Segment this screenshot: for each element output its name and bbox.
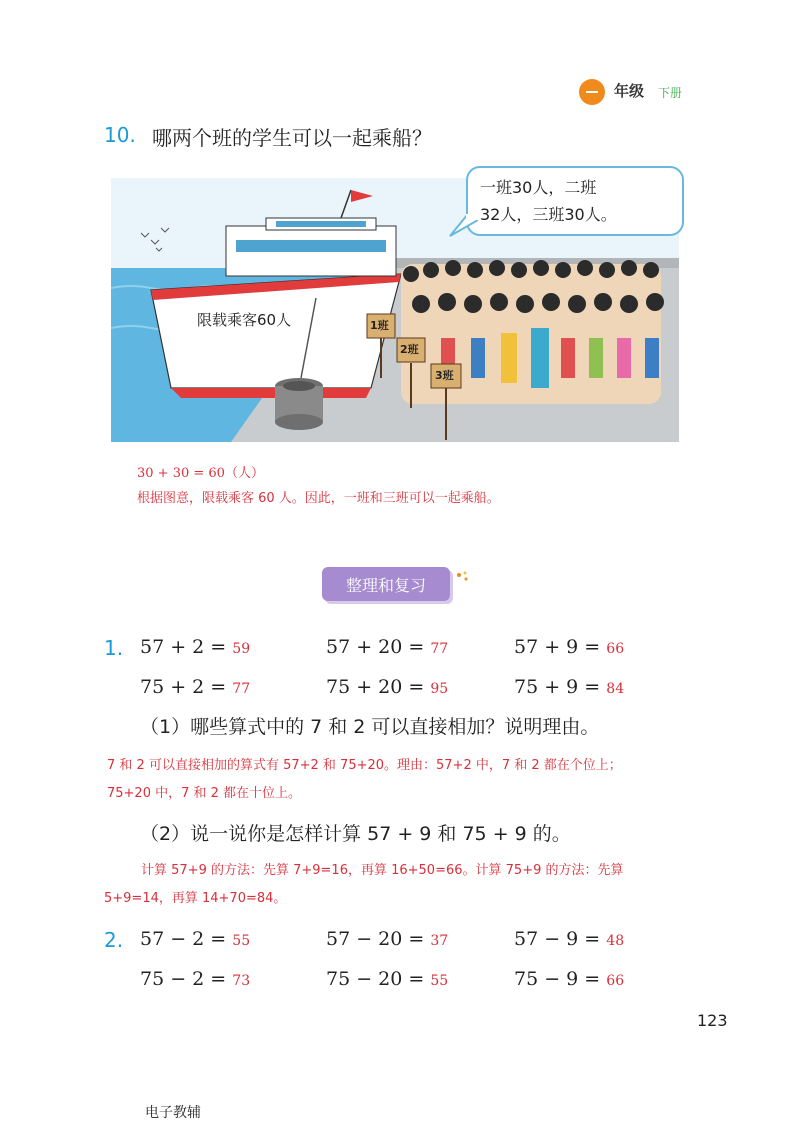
question-10-text: 哪两个班的学生可以一起乘船？ bbox=[152, 126, 432, 150]
q1-eq-3: 57 + 9 = 66 bbox=[514, 636, 625, 658]
q1-sub1-answer-line-1: 7 和 2 可以直接相加的算式有 57+2 和 75+20。理由：57+2 中，7 和 2 都在个位上； bbox=[107, 758, 622, 773]
q2-eq-3: 57 − 9 = 48 bbox=[514, 928, 625, 950]
bubble-line-1: 一班30人，二班 bbox=[480, 178, 597, 197]
q1-eq-1: 57 + 2 = 59 bbox=[140, 636, 251, 658]
grade-label: 年级 bbox=[614, 82, 645, 100]
bubble-text bbox=[480, 174, 670, 228]
q2-eq-6: 75 − 9 = 66 bbox=[514, 968, 625, 990]
page-number: 123 bbox=[697, 1011, 728, 1030]
q1-sub-question-2: （2）说一说你是怎样计算 57 + 9 和 75 + 9 的。 bbox=[140, 823, 571, 845]
q1-eq-2: 57 + 20 = 77 bbox=[326, 636, 449, 658]
q2-eq-1: 57 − 2 = 55 bbox=[140, 928, 251, 950]
question-1-number: 1. bbox=[104, 636, 124, 660]
q2-eq-5: 75 − 20 = 55 bbox=[326, 968, 449, 990]
q1-eq-5: 75 + 20 = 95 bbox=[326, 676, 449, 698]
q10-answer-explain: 根据图意，限载乘客 60 人。因此，一班和三班可以一起乘船。 bbox=[137, 491, 500, 506]
question-10-number: 10. bbox=[104, 123, 136, 147]
grade-one-mark bbox=[586, 91, 598, 93]
q2-eq-4: 75 − 2 = 73 bbox=[140, 968, 251, 990]
footer-label: 电子教辅 bbox=[145, 1105, 201, 1121]
sign-class-3: 3班 bbox=[435, 369, 454, 382]
q2-eq-2: 57 − 20 = 37 bbox=[326, 928, 449, 950]
q1-eq-6: 75 + 9 = 84 bbox=[514, 676, 625, 698]
speech-bubble-tail bbox=[448, 214, 478, 238]
bollard-icon bbox=[275, 378, 323, 430]
review-section-title: 整理和复习 bbox=[345, 576, 426, 595]
boat-capacity-label: 限载乘客60人 bbox=[197, 311, 292, 329]
grade-sub-label: 下册 bbox=[658, 86, 683, 100]
bubble-line-2: 32人，三班30人。 bbox=[480, 205, 617, 224]
question-2-number: 2. bbox=[104, 928, 124, 952]
q1-sub2-answer-line-1: 计算 57+9 的方法：先算 7+9=16，再算 16+50=66。计算 75+9 的方法：先算 bbox=[141, 863, 624, 878]
sign-class-1: 1班 bbox=[370, 319, 389, 332]
sparkle-dots-icon bbox=[456, 570, 470, 584]
q1-eq-4: 75 + 2 = 77 bbox=[140, 676, 251, 698]
q1-sub1-answer-line-2: 75+20 中，7 和 2 都在十位上。 bbox=[107, 786, 302, 801]
q1-sub2-answer-line-2: 5+9=14，再算 14+70=84。 bbox=[104, 891, 287, 906]
q1-sub-question-1: （1）哪些算式中的 7 和 2 可以直接相加？说明理由。 bbox=[140, 716, 600, 738]
sign-class-2: 2班 bbox=[400, 343, 419, 356]
q10-answer-calc: 30 + 30 = 60（人） bbox=[137, 466, 264, 481]
